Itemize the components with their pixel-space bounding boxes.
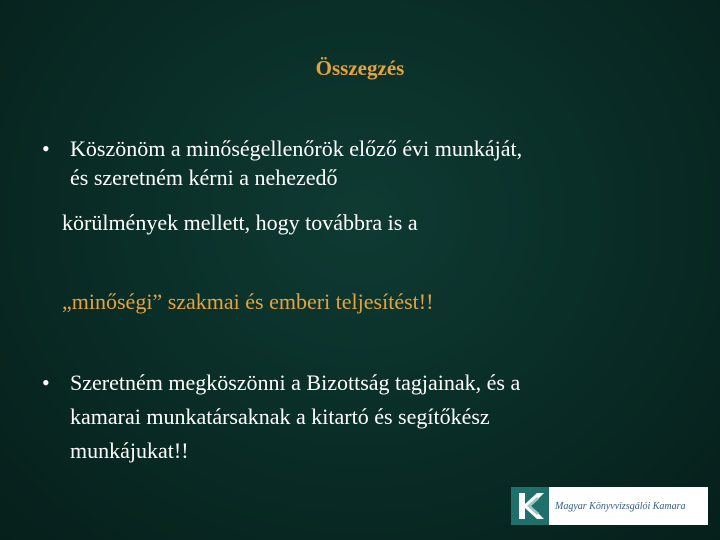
bullet-1-line-3: körülmények mellett, hogy továbbra is a <box>62 210 418 235</box>
bullet-1-line-4: „minőségi” szakmai és emberi teljesítést!! <box>62 289 434 314</box>
bullet-2-line-1: Szeretném megköszönni a Bizottság tagjainak, és a <box>70 370 521 395</box>
bullet-2-marker: • <box>42 370 50 395</box>
slide-title: Összegzés <box>315 56 405 80</box>
bullet-1-marker: • <box>42 136 50 161</box>
chamber-logo-icon <box>511 487 549 525</box>
bullet-2-line-3: munkájukat!! <box>70 438 189 463</box>
chamber-logo-text: Magyar Könyvvizsgálói Kamara <box>555 500 686 512</box>
chamber-logo <box>511 487 708 525</box>
bullet-2-line-2: kamarai munkatársaknak a kitartó és segítőkész <box>70 404 490 429</box>
bullet-1-line-2: és szeretném kérni a nehezedő <box>70 165 338 190</box>
bullet-1-line-1: Köszönöm a minőségellenőrök előző évi munkáját, <box>70 136 523 161</box>
